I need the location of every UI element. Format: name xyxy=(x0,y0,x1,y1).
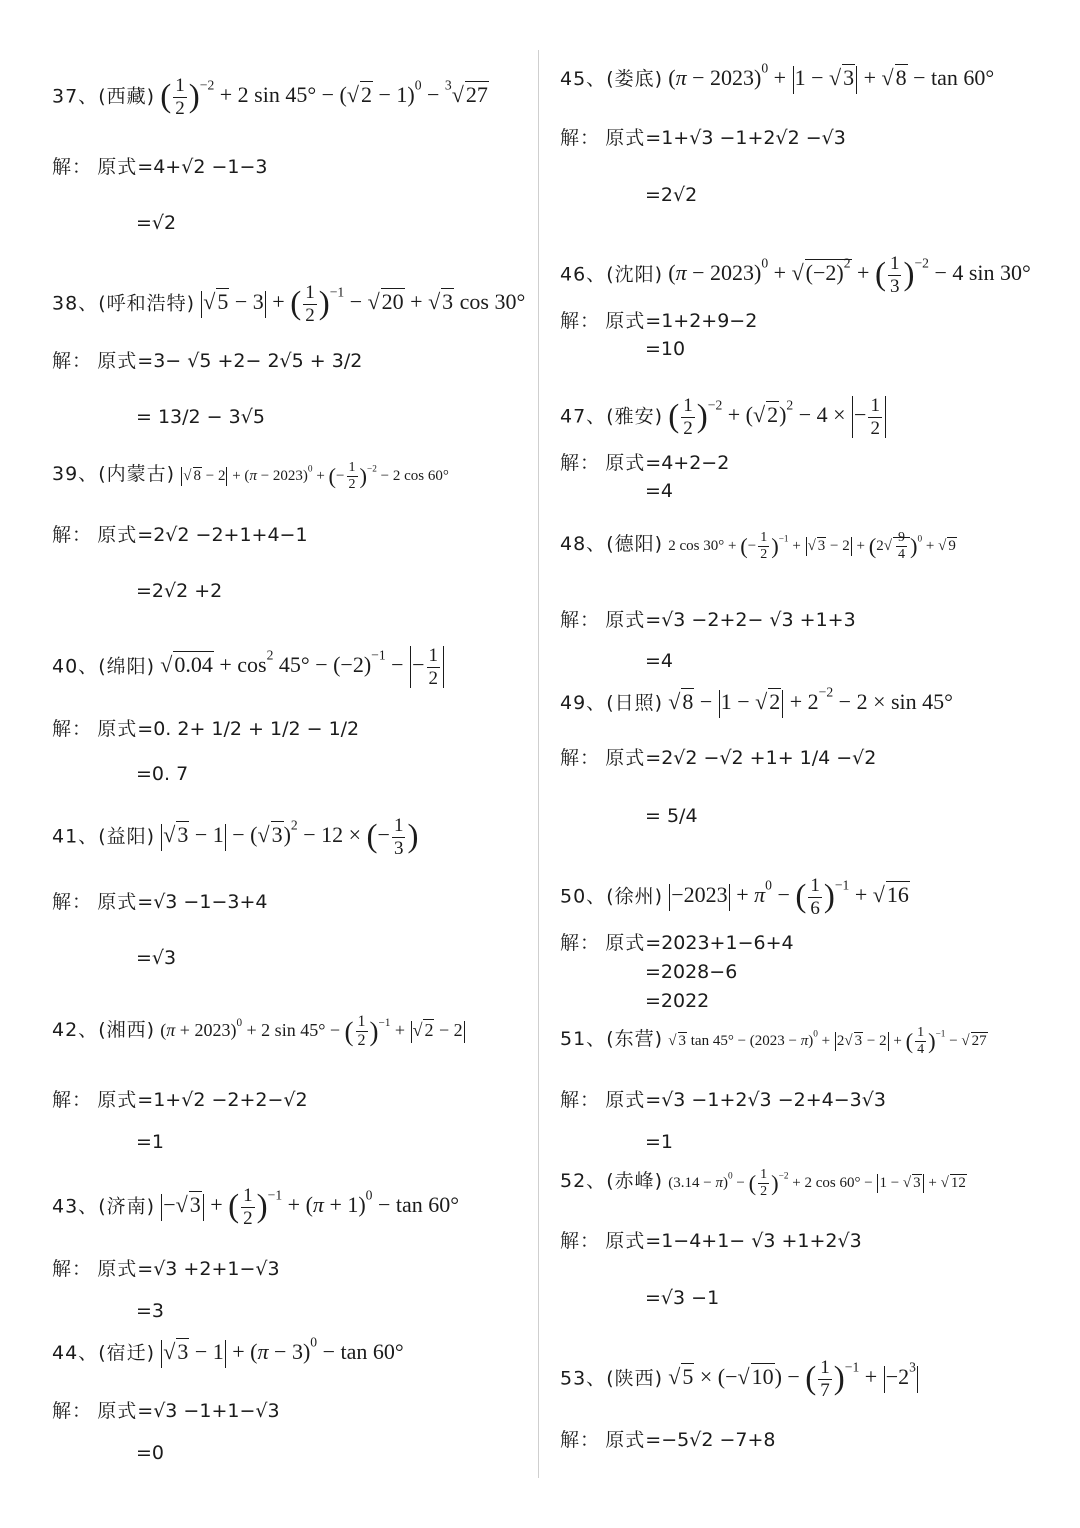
problem-44: 44、(宿迁) $√3 - 1 + (\pi - 3)^0 - \tan 60^\circ$ xyxy=(52,1340,404,1368)
problem-expression: −√3 + ( $\frac{1}{2}$ )$^{-1} + (\pi + 1)^0 - \tan 60^\circ$ xyxy=(163,1185,460,1229)
problem-expression: $-2023 + \pi^0$ − ( $\frac{1}{6}$ )$^{-1}$ + √16 xyxy=(671,875,909,919)
solution-37-line-1: 解： 原式=4+√2 −1−3 xyxy=(52,156,268,178)
solution-49-line-2: = 5/4 xyxy=(645,805,698,827)
problem-40: 40、(绵阳) $√0.04 + \cos^2 45^\circ - (-2)^{-1}$ − − $\frac{1}{2}$ xyxy=(52,645,445,690)
problem-expression: 2 cos 30° + (− $\frac{1}{2}$ )$^{-1}$ + √ 3 − 2 + (2√ $\frac{9}{4}$ )$^0$ + √ 9 xyxy=(668,530,956,563)
problem-source: (西藏) xyxy=(98,85,156,108)
problem-expression: $√3 - 1 + (\pi - 3)^0 - \tan 60^\circ$ xyxy=(160,1339,403,1364)
problem-expression: $√0.04 + \cos^2 45^\circ - (-2)^{-1}$ − − $\frac{1}{2}$ xyxy=(160,652,445,677)
solution-37-line-2: =√2 xyxy=(136,212,177,234)
solution-51-line-1: 解： 原式=√3 −1+2√3 −2+4−3√3 xyxy=(560,1089,886,1111)
solution-47-line-2: =4 xyxy=(645,480,674,502)
solution-47-line-1: 解： 原式=4+2−2 xyxy=(560,452,730,474)
problem-45: 45、(娄底) $(\pi - 2023)^0 + 1 - √3 + √8 - \tan 60^\circ$ xyxy=(560,66,994,94)
solution-45-line-2: =2√2 xyxy=(645,184,698,206)
solution-39-line-2: =2√2 +2 xyxy=(136,580,223,602)
problem-37 xyxy=(52,75,489,120)
solution-46-line-1: 解： 原式=1+2+9−2 xyxy=(560,310,758,332)
solution-50-line-3: =2022 xyxy=(645,990,710,1012)
solution-41-line-2: =√3 xyxy=(136,947,177,969)
solution-44-line-2: =0 xyxy=(136,1442,165,1464)
solution-51-line-2: =1 xyxy=(645,1131,674,1153)
problem-39: 39、(内蒙古) √ $8 - 2 + (\pi - 2023)^0$ + (− $\frac{1}{2}$ )$^{-2}$ − 2 cos 60° xyxy=(52,460,449,493)
solution-40-line-2: =0. 7 xyxy=(136,763,189,785)
solution-50-line-2: =2028−6 xyxy=(645,961,738,983)
solution-38-line-1: 解： 原式=3− √5 +2− 2√5 + 3/2 xyxy=(52,350,363,372)
problem-expression: ( $\frac{1}{2}$ )$^{-2} + (√2)^2 - 4$ × − $\frac{1}{2}$ xyxy=(668,402,887,427)
solution-38-line-2: = 13/2 − 3√5 xyxy=(136,406,265,428)
solution-41-line-1: 解： 原式=√3 −1−3+4 xyxy=(52,891,268,913)
problem-expression: $√3 - 1 - (√3)^2 - 12$ × (− $\frac{1}{3}$ ) xyxy=(163,815,419,859)
column-divider xyxy=(538,50,539,1478)
problem-38: 38、(呼和浩特) √5 − 3 + ( $\frac{1}{2}$ )$^{-1}$ − √20 + √3 cos 30° xyxy=(52,282,526,326)
problem-expression: √ $8 - 2 + (\pi - 2023)^0$ + (− $\frac{1}{2}$ )$^{-2}$ − 2 cos 60° xyxy=(183,460,449,493)
problem-expression: $(\pi - 2023)^0 + 1 - √3 + √8 - \tan 60^\circ$ xyxy=(668,65,994,90)
solution-42-line-2: =1 xyxy=(136,1131,165,1153)
solution-52-line-1: 解： 原式=1−4+1− √3 +1+2√3 xyxy=(560,1230,862,1252)
solution-49-line-1: 解： 原式=2√2 −√2 +1+ 1/4 −√2 xyxy=(560,747,877,769)
solution-45-line-1: 解： 原式=1+√3 −1+2√2 −√3 xyxy=(560,127,846,149)
solution-53-line-1: 解： 原式=−5√2 −7+8 xyxy=(560,1429,776,1451)
solution-43-line-1: 解： 原式=√3 +2+1−√3 xyxy=(52,1258,280,1280)
problem-expression: $(3.14 - \pi)^0$ − ( $\frac{1}{2}$ )$^{-2}$ + 2 cos 60° − 1 − √ 3 + √ 12 xyxy=(668,1167,966,1200)
solution-52-line-2: =√3 −1 xyxy=(645,1287,720,1309)
solution-50-line-1: 解： 原式=2023+1−6+4 xyxy=(560,932,794,954)
problem-expression: √5 − 3 + ( $\frac{1}{2}$ )$^{-1}$ − √20 + √3 cos 30° xyxy=(203,282,526,326)
problem-53: 53、(陕西) √5 × (−√10) − ( $\frac{1}{7}$ )$^{-1} + -2^3$ xyxy=(560,1357,919,1402)
problem-number: 37、 xyxy=(52,85,99,108)
problem-expression: $(\pi + 2023)^0 + 2$ sin 45° − ( $\frac{1}{2}$ )$^{-1}$ + √ 2 − 2 xyxy=(160,1013,463,1050)
solution-48-line-1: 解： 原式=√3 −2+2− √3 +1+3 xyxy=(560,609,856,631)
problem-41: 41、(益阳) $√3 - 1 - (√3)^2 - 12$ × (− $\frac{1}{3}$ ) xyxy=(52,815,419,859)
problem-42: 42、(湘西) $(\pi + 2023)^0 + 2$ sin 45° − ( $\frac{1}{2}$ )$^{-1}$ + √ 2 − 2 xyxy=(52,1013,466,1051)
problem-expression: √ 3 $\tan 45^\circ - (2023 - \pi)^0 + 2√$ 3 − 2 + ( $\frac{1}{4}$ )$^{-1}$ − √ 27 xyxy=(668,1025,987,1058)
solution-46-line-2: =10 xyxy=(645,338,686,360)
problem-expression: $√8 - 1 - √2 + 2^{-2} - 2 \times \sin 45^\circ$ xyxy=(668,689,953,714)
problem-49: 49、(日照) $√8 - 1 - √2 + 2^{-2} - 2 \times \sin 45^\circ$ xyxy=(560,690,953,718)
problem-expression: $(\pi - 2023)^0 + √(-2)^2$ + ( $\frac{1}{3}$ )$^{-2}$ − 4 sin 30° xyxy=(668,253,1031,297)
problem-expression: ( $\frac{1}{2}$ )$^{-2}$ + 2 $\sin 45^\circ - (√2 - 1)^0 - ^3√27$ xyxy=(160,75,488,119)
problem-46: 46、(沈阳) $(\pi - 2023)^0 + √(-2)^2$ + ( $\frac{1}{3}$ )$^{-2}$ − 4 sin 30° xyxy=(560,253,1031,297)
problem-50: 50、(徐州) $-2023 + \pi^0$ − ( $\frac{1}{6}$ )$^{-1}$ + √16 xyxy=(560,875,909,919)
problem-52: 52、(赤峰) $(3.14 - \pi)^0$ − ( $\frac{1}{2}$ )$^{-2}$ + 2 cos 60° − 1 − √ 3 + √ 12 xyxy=(560,1167,966,1200)
problem-43: 43、(济南) −√3 + ( $\frac{1}{2}$ )$^{-1} + (\pi + 1)^0 - \tan 60^\circ$ xyxy=(52,1185,460,1229)
solution-40-line-1: 解： 原式=0. 2+ 1/2 + 1/2 − 1/2 xyxy=(52,718,360,740)
solution-43-line-2: =3 xyxy=(136,1300,165,1322)
problem-47: 47、(雅安) ( $\frac{1}{2}$ )$^{-2} + (√2)^2 - 4$ × − $\frac{1}{2}$ xyxy=(560,395,887,440)
solution-42-line-1: 解： 原式=1+√2 −2+2−√2 xyxy=(52,1089,308,1111)
problem-48: 48、(德阳) 2 cos 30° + (− $\frac{1}{2}$ )$^{-1}$ + √ 3 − 2 + (2√ $\frac{9}{4}$ )$^0$ + √ 9 xyxy=(560,530,956,563)
solution-44-line-1: 解： 原式=√3 −1+1−√3 xyxy=(52,1400,280,1422)
problem-51: 51、(东营) √ 3 $\tan 45^\circ - (2023 - \pi)^0 + 2√$ 3 − 2 + ( $\frac{1}{4}$ )$^{-1}$ − √ 27 xyxy=(560,1025,987,1058)
solution-48-line-2: =4 xyxy=(645,650,674,672)
solution-39-line-1: 解： 原式=2√2 −2+1+4−1 xyxy=(52,524,308,546)
problem-expression: √5 × (−√10) − ( $\frac{1}{7}$ )$^{-1} + -2^3$ xyxy=(668,1357,916,1401)
